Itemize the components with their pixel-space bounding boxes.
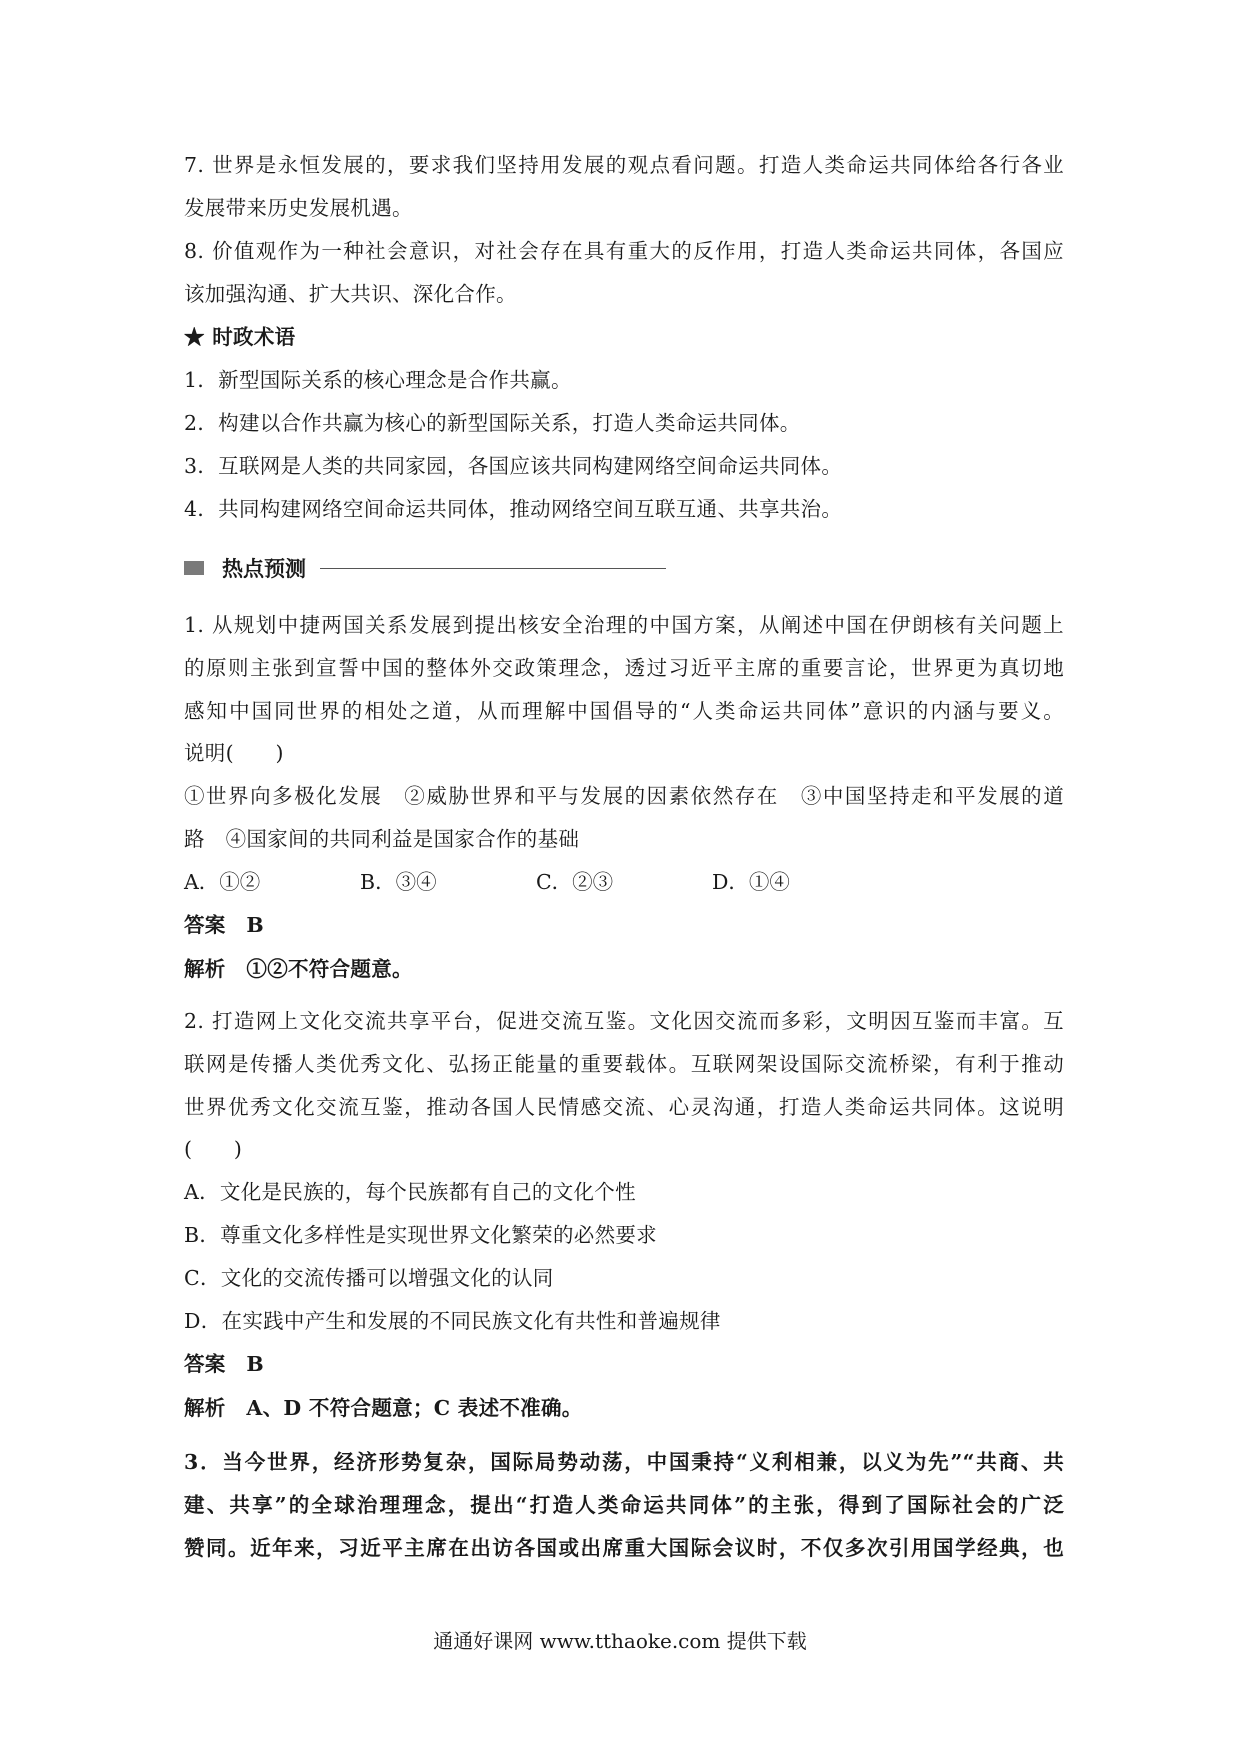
section-title: 热点预测 <box>222 556 306 581</box>
term-item: 1．新型国际关系的核心理念是合作共赢。 <box>184 368 572 392</box>
q1-option-b: B．③④ <box>360 870 437 894</box>
q3-stem-line-2: 建、共享”的全球治理理念，提出“打造人类命运共同体”的主张，得到了国际社会的广泛 <box>184 1493 1064 1517</box>
terms-heading: ★ 时政术语 <box>184 325 296 349</box>
section-heading <box>184 551 666 585</box>
q1-stem-line-2: 的原则主张到宣誓中国的整体外交政策理念，透过习近平主席的重要言论，世界更为真切地 <box>184 656 1064 680</box>
q1-option-d: D．①④ <box>712 870 790 894</box>
q2-stem-line-3: 世界优秀文化交流互鉴，推动各国人民情感交流、心灵沟通，打造人类命运共同体。这说明 <box>184 1095 1064 1119</box>
q2-option-d: D．在实践中产生和发展的不同民族文化有共性和普遍规律 <box>184 1309 721 1333</box>
q2-option-a: A．文化是民族的，每个民族都有自己的文化个性 <box>184 1180 636 1204</box>
item-8-line-2: 该加强沟通、扩大共识、深化合作。 <box>184 282 517 306</box>
q1-answer: 答案 B <box>184 913 265 937</box>
item-7-line-1: 7. 世界是永恒发展的，要求我们坚持用发展的观点看问题。打造人类命运共同体给各行各业 <box>184 153 1064 177</box>
term-item: 3．互联网是人类的共同家园，各国应该共同构建网络空间命运共同体。 <box>184 454 843 478</box>
q2-stem-line-1: 2. 打造网上文化交流共享平台，促进交流互鉴。文化因交流而多彩，文明因互鉴而丰富。互 <box>184 1009 1064 1033</box>
q3-stem-line-3: 赞同。近年来，习近平主席在出访各国或出席重大国际会议时，不仅多次引用国学经典，也 <box>184 1536 1064 1560</box>
q2-option-b: B．尊重文化多样性是实现世界文化繁荣的必然要求 <box>184 1223 657 1247</box>
term-item: 4．共同构建网络空间命运共同体，推动网络空间互联互通、共享共治。 <box>184 497 843 521</box>
q1-analysis: 解析 ①②不符合题意。 <box>184 957 413 981</box>
q3-stem-line-1: 3．当今世界，经济形势复杂，国际局势动荡，中国秉持“义利相兼，以义为先”“共商、共 <box>184 1450 1064 1474</box>
q2-answer: 答案 B <box>184 1352 265 1376</box>
page-footer: 通通好课网 www.tthaoke.com 提供下载 <box>433 1629 807 1653</box>
q2-option-c: C．文化的交流传播可以增强文化的认同 <box>184 1266 554 1290</box>
q1-stem-line-1: 1. 从规划中捷两国关系发展到提出核安全治理的中国方案，从阐述中国在伊朗核有关问题上 <box>184 613 1064 637</box>
q1-stem-line-3: 感知中国同世界的相处之道，从而理解中国倡导的“人类命运共同体”意识的内涵与要义。 <box>184 699 1064 723</box>
section-square-icon <box>184 561 204 575</box>
section-rule <box>320 568 666 569</box>
q2-stem-end: ( ) <box>184 1137 243 1161</box>
item-8-line-1: 8. 价值观作为一种社会意识，对社会存在具有重大的反作用，打造人类命运共同体，各国应 <box>184 239 1064 263</box>
q1-option-c: C．②③ <box>536 870 614 894</box>
item-7-line-2: 发展带来历史发展机遇。 <box>184 196 413 220</box>
q2-analysis: 解析 A、D 不符合题意；C 表述不准确。 <box>184 1396 583 1420</box>
q1-option-a: A．①② <box>184 870 261 894</box>
q1-statements-line-2: 路 ④国家间的共同利益是国家合作的基础 <box>184 827 580 851</box>
term-item: 2．构建以合作共赢为核心的新型国际关系，打造人类命运共同体。 <box>184 411 801 435</box>
q2-stem-line-2: 联网是传播人类优秀文化、弘扬正能量的重要载体。互联网架设国际交流桥梁，有利于推动 <box>184 1052 1064 1076</box>
q1-stem-end: 说明( ) <box>184 741 284 765</box>
q1-statements-line-1: ①世界向多极化发展 ②威胁世界和平与发展的因素依然存在 ③中国坚持走和平发展的道 <box>184 784 1064 808</box>
